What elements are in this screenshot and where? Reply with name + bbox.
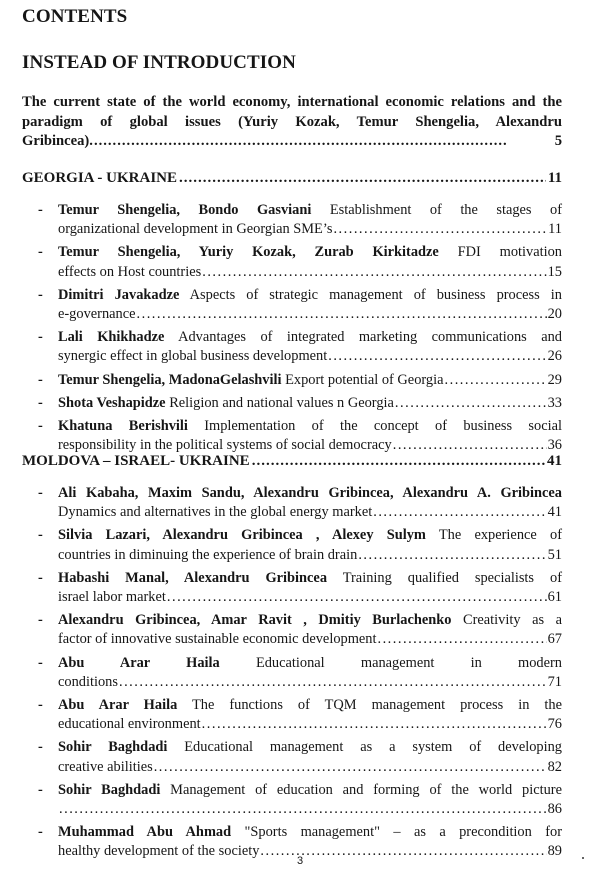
entry-page: 33 [547, 394, 562, 411]
entry-title-start: Training qualified specialists of [342, 569, 562, 586]
toc-entry[interactable] [38, 243, 562, 281]
intro-entry-page: 5 [554, 133, 562, 149]
section-entries-georgia-ukraine [38, 201, 562, 455]
scan-speck [582, 857, 584, 859]
entry-title-start: The experience of [438, 527, 562, 544]
bullet-dash: - [38, 569, 43, 586]
entry-authors: Temur Shengelia, MadonaGelashvili [58, 371, 282, 388]
leader-dots [333, 220, 547, 239]
intro-entry[interactable] [22, 93, 562, 152]
entry-authors: Dimitri Javakadze [58, 286, 180, 303]
entry-page: 15 [547, 263, 562, 280]
entry-authors: Ali Kabaha, Maxim Sandu, Alexandru Gribincea, Alexandru A. Gribincea [58, 485, 562, 501]
entry-page: 20 [547, 306, 562, 323]
toc-entry[interactable] [38, 654, 562, 692]
intro-heading: INSTEAD OF INTRODUCTION [22, 52, 296, 73]
entry-title-end: healthy development of the society [58, 843, 260, 860]
toc-entry[interactable] [38, 611, 562, 649]
entry-title-start: Implementation of the concept of business social [204, 418, 562, 435]
entry-page: 41 [547, 504, 562, 521]
entry-authors: Khatuna Berishvili [58, 418, 188, 435]
toc-entry[interactable] [38, 569, 562, 607]
entry-page: 67 [547, 631, 562, 648]
entry-title-end: e-governance [58, 306, 136, 323]
entry-title-end: synergic effect in global business development [58, 348, 328, 365]
leader-dots [377, 630, 546, 649]
bullet-dash: - [38, 739, 43, 756]
bullet-dash: - [38, 824, 43, 841]
leader-dots [202, 715, 547, 734]
intro-entry-text: The current state of the world economy, international economic relations and the paradigm of global issues (Yuriy Kozak, Temur Shengelia, Alexandru Gribincea) [22, 94, 562, 149]
entry-authors: Sohir Baghdadi [58, 739, 168, 756]
entry-authors: Muhammad Abu Ahmad [58, 824, 232, 841]
section-entries-moldova-israel-ukraine [38, 484, 562, 862]
toc-entry[interactable] [38, 738, 562, 776]
entry-title-start: Establishment of the stages of [329, 202, 562, 218]
contents-heading: CONTENTS [22, 6, 128, 27]
leader-dots [445, 371, 547, 390]
toc-entry[interactable] [38, 484, 562, 522]
section-heading-georgia-ukraine[interactable] [22, 170, 562, 187]
entry-authors: Alexandru Gribincea, Amar Ravit , Dmitiy Burlachenko [58, 612, 452, 629]
entry-title-start: Educational management in modern [255, 654, 562, 671]
entry-title-end: creative abilities [58, 758, 153, 775]
entry-title-end: educational environment [58, 716, 201, 733]
bullet-dash: - [38, 371, 43, 388]
entry-authors: Temur Shengelia, Bondo Gasviani [58, 202, 312, 218]
entry-title-end: effects on Host countries [58, 263, 202, 280]
entry-authors: Silvia Lazari, Alexandru Gribincea , Alexey Sulym [58, 527, 426, 544]
entry-page: 51 [547, 546, 562, 563]
entry-page: 29 [547, 371, 562, 388]
toc-entry[interactable] [38, 286, 562, 324]
entry-title-start: Management of education and forming of the world picture [170, 781, 562, 798]
bullet-dash: - [38, 697, 43, 714]
section-title: MOLDOVA – ISRAEL- UKRAINE [22, 453, 250, 469]
entry-title-end: Religion and national values n Georgia [169, 394, 394, 411]
entry-authors: Abu Arar Haila [58, 697, 178, 714]
bullet-dash: - [38, 527, 43, 544]
entry-authors: Temur Shengelia, Yuriy Kozak, Zurab Kirkitadze [58, 244, 439, 261]
bullet-dash: - [38, 244, 43, 261]
toc-entry[interactable] [38, 781, 562, 819]
leader-dots [252, 453, 545, 470]
entry-title-end: israel labor market [58, 589, 166, 606]
entry-page: 11 [548, 221, 562, 238]
bullet-dash: - [38, 781, 43, 798]
bullet-dash: - [38, 654, 43, 671]
entry-page: 82 [547, 758, 562, 775]
entry-title-start: Advantages of integrated marketing communications and [178, 329, 562, 346]
bullet-dash: - [38, 202, 43, 218]
entry-page: 26 [547, 348, 562, 365]
entry-page: 36 [547, 437, 562, 454]
bullet-dash: - [38, 329, 43, 346]
entry-title-end: conditions [58, 673, 118, 690]
entry-title-start: FDI motivation [457, 244, 562, 261]
leader-dots: .......................................................................................... [89, 133, 508, 149]
entry-page: 76 [547, 716, 562, 733]
leader-dots [202, 263, 546, 282]
entry-title-start: Creativity as a [463, 612, 562, 629]
section-heading-moldova-israel-ukraine[interactable] [22, 453, 562, 470]
leader-dots [137, 305, 547, 324]
leader-dots [154, 758, 547, 777]
leader-dots [167, 588, 547, 607]
entry-authors: Habashi Manal, Alexandru Gribincea [58, 569, 328, 586]
entry-title-end: Dynamics and alternatives in the global energy market [58, 504, 373, 521]
entry-title-start: "Sports management" – as a precondition for [244, 824, 562, 841]
section-page: 11 [547, 170, 562, 186]
entry-title-end: organizational development in Georgian SME’s [58, 221, 333, 238]
toc-entry[interactable] [38, 394, 562, 413]
toc-entry[interactable] [38, 201, 562, 239]
bullet-dash: - [38, 485, 43, 501]
entry-authors: Abu Arar Haila [58, 654, 220, 671]
entry-title-end: countries in diminuing the experience of brain drain [58, 546, 358, 563]
section-title: GEORGIA - UKRAINE [22, 170, 178, 186]
entry-title-end: responsibility in the political systems of social democracy [58, 437, 392, 454]
entry-authors: Sohir Baghdadi [58, 781, 161, 798]
page-number: 3 [296, 855, 304, 867]
leader-dots [59, 800, 547, 819]
entry-authors: Shota Veshapidze [58, 394, 166, 411]
leader-dots [328, 347, 546, 366]
entry-page: 86 [547, 801, 562, 818]
entry-title-end: factor of innovative sustainable economic development [58, 631, 377, 648]
toc-entry[interactable] [38, 526, 562, 564]
entry-page: 89 [547, 843, 562, 860]
toc-entry[interactable] [38, 417, 562, 455]
entry-authors: Lali Khikhadze [58, 329, 165, 346]
leader-dots [358, 546, 546, 565]
entry-title-start: Educational management as a system of developing [184, 739, 562, 756]
entry-page: 71 [547, 673, 562, 690]
toc-entry[interactable] [38, 328, 562, 366]
bullet-dash: - [38, 394, 43, 411]
entry-title-start: The functions of TQM management process in the [192, 697, 562, 714]
toc-entry[interactable] [38, 696, 562, 734]
leader-dots [179, 170, 546, 187]
entry-page: 61 [547, 589, 562, 606]
leader-dots [373, 503, 546, 522]
section-page: 41 [547, 453, 562, 469]
leader-dots [395, 394, 547, 413]
entry-title-start: Aspects of strategic management of business process in [189, 286, 562, 303]
bullet-dash: - [38, 612, 43, 629]
bullet-dash: - [38, 286, 43, 303]
toc-entry[interactable] [38, 371, 562, 390]
bullet-dash: - [38, 418, 43, 435]
leader-dots [119, 673, 547, 692]
entry-title-end: Export potential of Georgia [285, 371, 444, 388]
